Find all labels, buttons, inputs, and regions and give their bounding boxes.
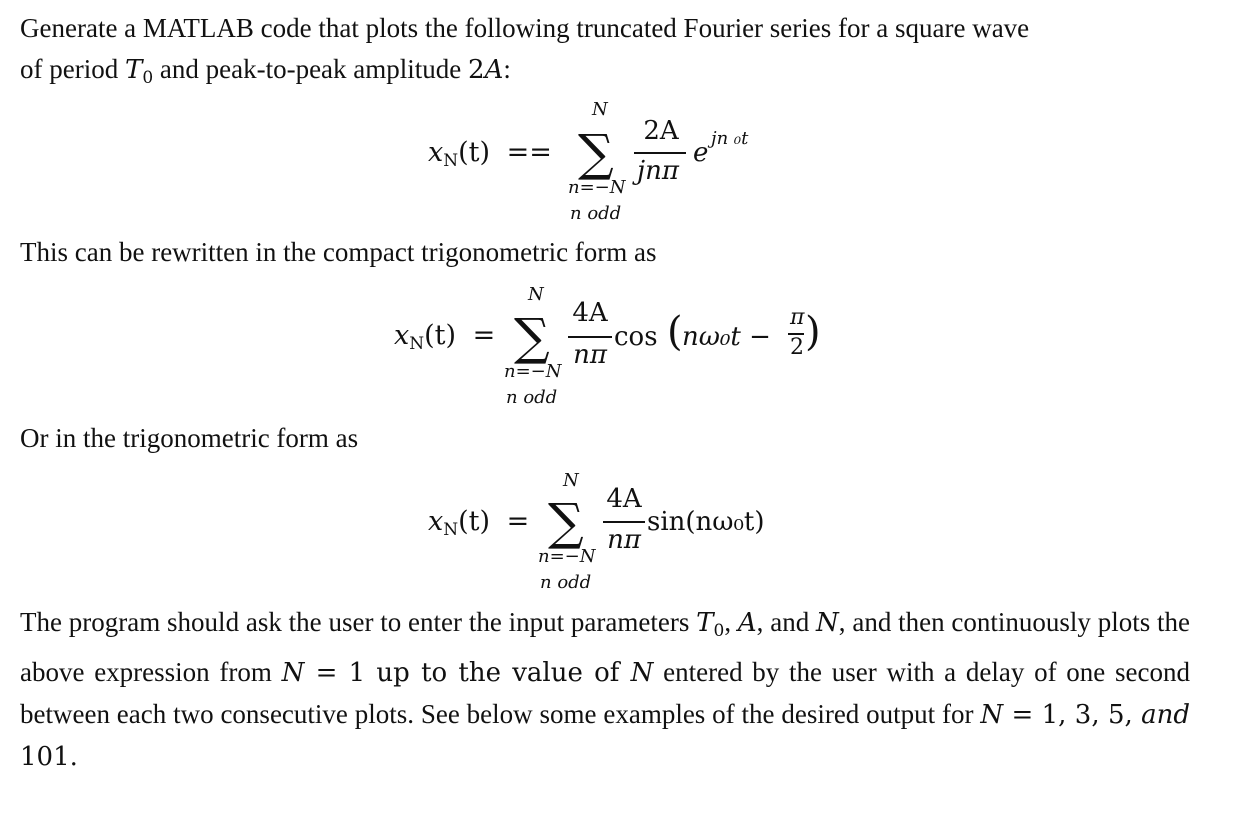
equation-compact-cos-form: $x_N(t)$ = N ∑ n=−N n odd 4A nπ cos ( nω₀t − π 2 )	[394, 284, 821, 408]
amplitude-symbol: 2A	[468, 55, 504, 85]
intro-line-1: Generate a MATLAB code that plots the following truncated Fourier series for a square wave	[20, 13, 1030, 43]
summation-icon: ∑	[514, 308, 550, 366]
compact-form-text: This can be rewritten in the compact trigonometric form as	[20, 237, 657, 267]
eq1-lhs: $x_N(t)$ ==	[428, 137, 552, 171]
intro-paragraph: Generate a MATLAB code that plots the following truncated Fourier series for a square wave of period $T_0$ and peak-to-peak amplitude 2A:	[20, 13, 1030, 88]
summation-icon: ∑	[578, 124, 614, 182]
equation-sin-form: $x_N(t)$ = N ∑ n=−N n odd 4A nπ sin(nω₀t)	[428, 470, 765, 593]
fraction-bar	[603, 521, 645, 523]
summation-icon: ∑	[548, 493, 584, 551]
trig-form-text: Or in the trigonometric form as	[20, 423, 359, 453]
equation-exponential-form: $x_N(t)$ == N ∑ n=−N n odd 2A jnπ e jn ₀t	[428, 99, 749, 224]
instructions-paragraph: The program should ask the user to enter the input parameters $T_0$, A, and N, and then continuously plots the above expression from N = 1 up to the value of N entered by the user with a delay of one second between each two consecutive plots. See below some examples of the desired output for N = 1, 3, 5, and 101.	[20, 607, 1191, 772]
period-symbol: $T_0$	[124, 55, 154, 88]
